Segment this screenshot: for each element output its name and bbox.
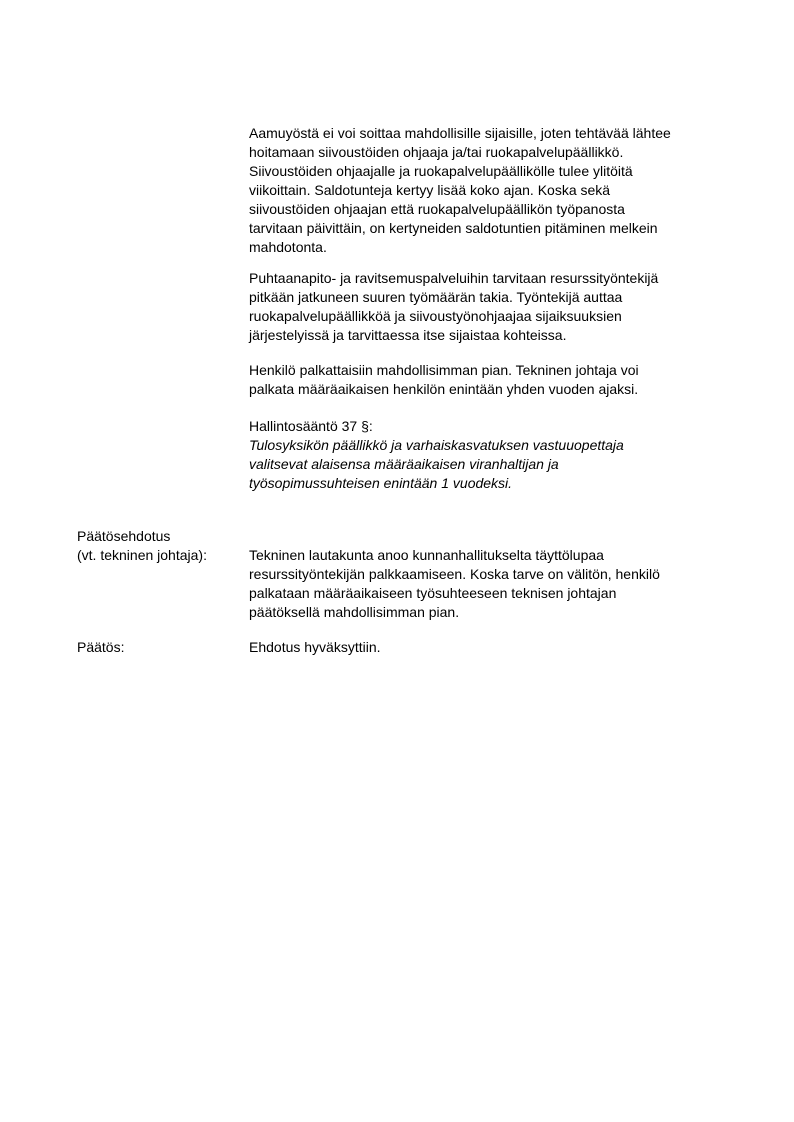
- decision-label: Päätös:: [77, 639, 125, 655]
- paragraph-resurssityontekija: Puhtaanapito- ja ravitsemuspalveluihin tarvitaan resurssityöntekijä pitkään jatkuneen suuren työmäärän takia. Työntekijä auttaa ruokapalvelupäällikköä ja siivoustyönohjaajaa sijaiksuuksien järjestelyissä ja tarvittaessa itse sijaistaa kohteissa.: [249, 270, 659, 343]
- hallintosaanto-heading: Hallintosääntö 37 §:: [249, 418, 373, 434]
- paragraph-saldotunnit: Aamuyöstä ei voi soittaa mahdollisille sijaisille, joten tehtävää lähtee hoitamaan siivoustöiden ohjaaja ja/tai ruokapalvelupäällikkö. Siivoustöiden ohjaajalle ja ruokapalvelupäällikölle tulee ylitöitä viikoittain. Saldotunteja kertyy lisää koko ajan. Koska sekä siivoustöiden ohjaajan että ruokapalvelupäällikön työpanosta tarvitaan päivittäin, on kertyneiden saldotuntien pitäminen melkein mahdotonta.: [249, 125, 671, 255]
- hallintosaanto-quote: Tulosyksikön päällikkö ja varhaiskasvatuksen vastuuopettaja valitsevat alaisensa määräaikaisen viranhaltijan ja työsopimussuhteisen enintään 1 vuodeksi.: [249, 437, 624, 491]
- proposal-label: Päätösehdotus (vt. tekninen johtaja):: [77, 528, 207, 563]
- paragraph-palkkaus: Henkilö palkattaisiin mahdollisimman pian. Tekninen johtaja voi palkata määräaikaisen henkilön enintään yhden vuoden ajaksi.: [249, 362, 639, 397]
- hallintosaanto-section: [249, 417, 739, 493]
- proposal-text: Tekninen lautakunta anoo kunnanhallitukselta täyttölupaa resurssityöntekijän palkkaamiseen. Koska tarve on välitön, henkilö palkataan määräaikaiseen työsuhteeseen teknisen johtajan päätöksellä mahdollisimman pian.: [249, 547, 660, 620]
- decision-text: Ehdotus hyväksyttiin.: [249, 639, 381, 655]
